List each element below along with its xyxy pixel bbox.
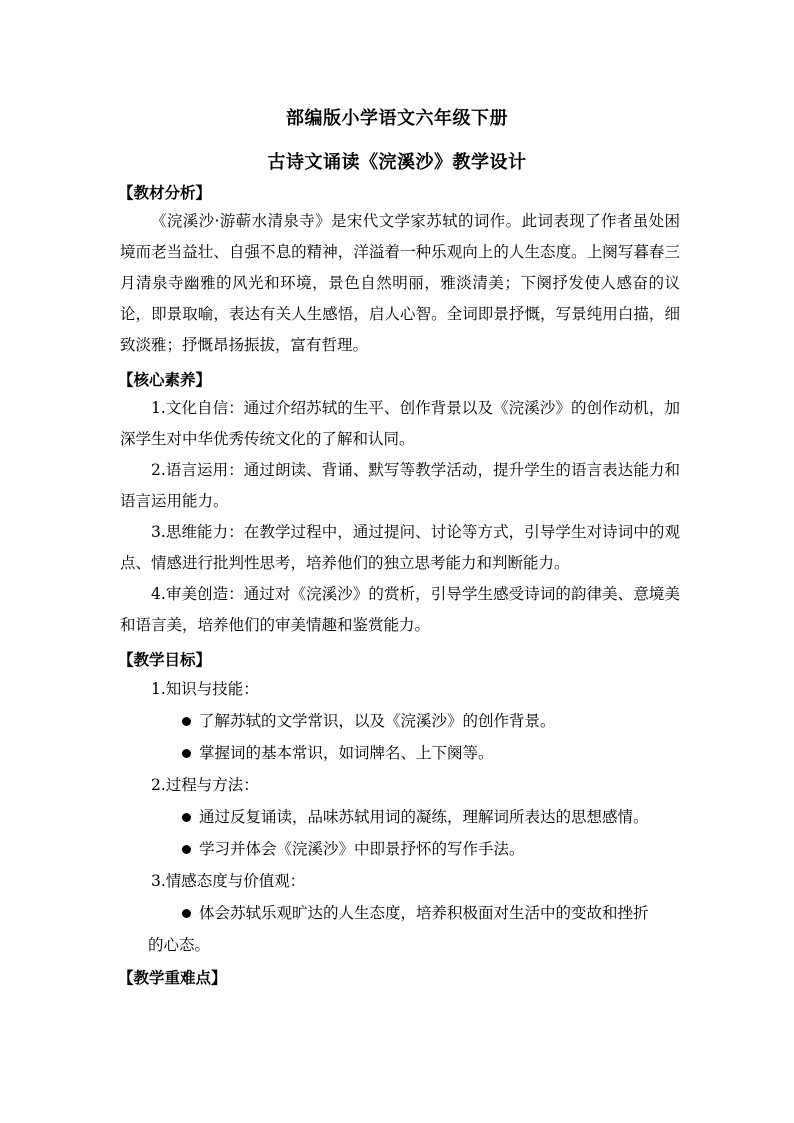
bullet-text: 通过反复诵读，品味苏轼用词的凝练，理解词所表达的思想感情。: [199, 808, 649, 826]
bullet-text: 掌握词的基本常识，如词牌名、上下阕等。: [199, 744, 494, 762]
list-item: [120, 705, 680, 737]
core-literacy-list: [120, 393, 680, 641]
bullet-text: 学习并体会《浣溪沙》中即景抒怀的写作手法。: [199, 840, 525, 858]
list-item: 1.文化自信：通过介绍苏轼的生平、创作背景以及《浣溪沙》的创作动机，加深学生对中华优秀传统文化的了解和认同。: [120, 399, 680, 448]
goal-label-knowledge-skills: 1.知识与技能：: [151, 680, 259, 698]
list-item: [120, 801, 680, 833]
section-heading-key-difficulties: 【教学重难点】: [118, 968, 227, 987]
list-item: [120, 897, 680, 961]
document-title: 部编版小学语文六年级下册: [286, 108, 508, 129]
document-body: [120, 180, 680, 991]
list-item: [120, 737, 680, 769]
list-item: 4.审美创造：通过对《浣溪沙》的赏析，引导学生感受诗词的韵律美、意境美和语言美，培养他们的审美情趣和鉴赏能力。: [120, 585, 680, 634]
bullet-text: 了解苏轼的文学常识，以及《浣溪沙》的创作背景。: [199, 712, 556, 730]
bullet-text: 体会苏轼乐观旷达的人生态度，培养积极面对生活中的变故和挫折: [199, 904, 649, 922]
goal-label-process-methods: 2.过程与方法：: [151, 776, 259, 794]
goal-label-emotion-values: 3.情感态度与价值观：: [151, 872, 306, 890]
bullet-icon: [182, 717, 191, 726]
bullet-icon: [182, 749, 191, 758]
document-subtitle: 古诗文诵读《浣溪沙》教学设计: [267, 152, 527, 173]
list-item: 2.语言运用：通过朗读、背诵、默写等教学活动，提升学生的语言表达能力和语言运用能力。: [120, 461, 680, 510]
section-heading-core-literacy: 【核心素养】: [118, 370, 212, 389]
bullet-text-continuation: 的心态。: [148, 936, 211, 954]
bullet-icon: [182, 813, 191, 822]
list-item: [120, 833, 680, 865]
bullet-icon: [182, 845, 191, 854]
bullet-icon: [182, 909, 191, 918]
textbook-analysis-paragraph: 《浣溪沙·游蕲水清泉寺》是宋代文学家苏轼的词作。此词表现了作者虽处困境而老当益壮、自强不息的精神，洋溢着一种乐观向上的人生态度。上阕写暮春三月清泉寺幽雅的风光和环境，景色自然明丽，雅淡清美；下阕抒发使人感奋的议论，即景取喻，表达有关人生感悟，启人心智。全词即景抒慨，写景纯用白描，细致淡雅；抒慨昂扬振拔，富有哲理。: [120, 212, 680, 354]
section-heading-textbook-analysis: 【教材分析】: [118, 183, 212, 202]
section-heading-teaching-goals: 【教学目标】: [118, 650, 212, 669]
list-item: 3.思维能力：在教学过程中，通过提问、讨论等方式，引导学生对诗词中的观点、情感进行批判性思考，培养他们的独立思考能力和判断能力。: [120, 523, 680, 572]
